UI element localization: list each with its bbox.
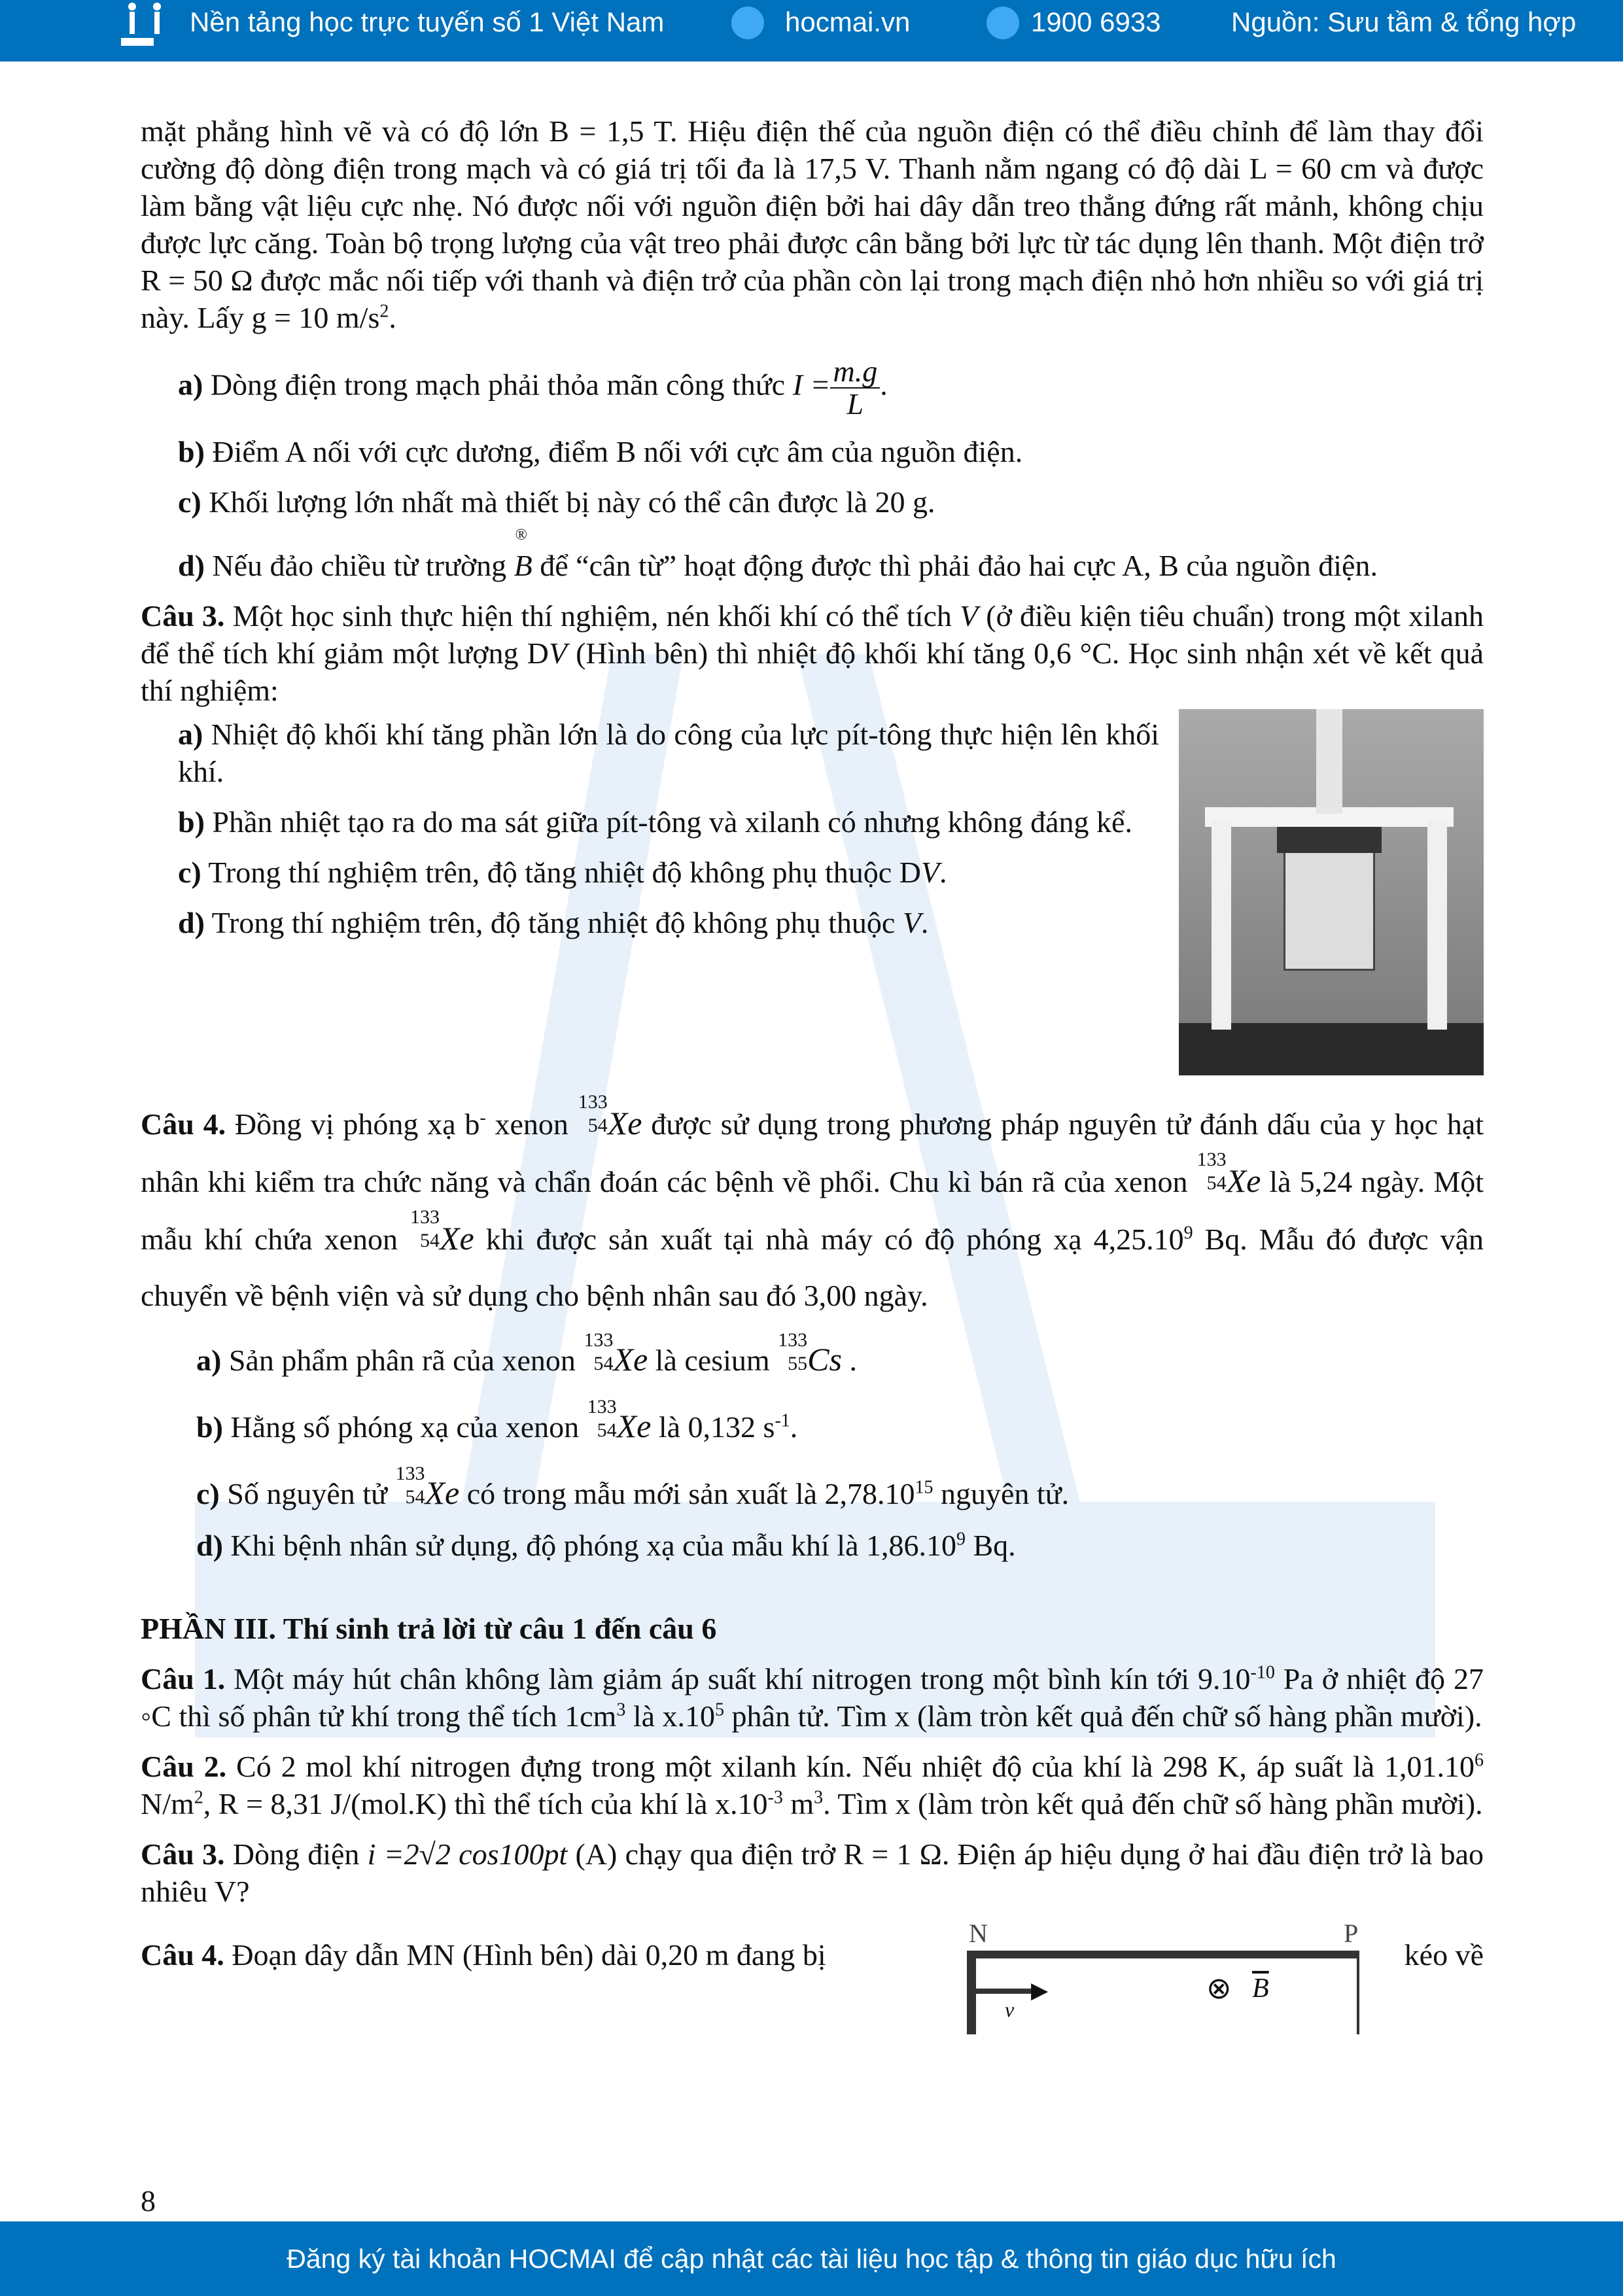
header-source: Nguồn: Sưu tầm & tổng hợp bbox=[1231, 7, 1577, 37]
q3-stem: Câu 3. Một học sinh thực hiện thí nghiệm, nén khối khí có thể tích V (ở điều kiện tiêu chuẩn) trong một xilanh để thể tích khí giảm một lượng DV (Hình bên) thì nhiệt độ khối khí tăng 0,6 °C. Học sinh nhận xét về kết quả thí nghiệm: bbox=[141, 599, 1484, 707]
header-website[interactable]: hocmai.vn bbox=[785, 7, 911, 37]
isotope-xe: 133 54 bbox=[1196, 1149, 1227, 1194]
q4-option-a: a) Sản phẩm phân rã của xenon 133 54 Xe là cesium 133 55 Cs . bbox=[196, 1329, 857, 1378]
velocity-arrow bbox=[976, 1989, 1032, 1994]
footer-bar[interactable]: Đăng ký tài khoản HOCMAI để cập nhật các tài liệu học tập & thông tin giáo dục hữu ích bbox=[0, 2221, 1623, 2296]
formula-fraction: $\frac{m.g}{L}$ bbox=[830, 356, 880, 420]
q3-option-a: a) Nhiệt độ khối khí tăng phần lớn là do công của lực pít-tông thực hiện lên khối khí. bbox=[178, 718, 1159, 788]
p3-q4-cont: kéo về bbox=[1404, 1938, 1484, 1972]
q2-option-b: b) Điểm A nối với cực dương, điểm B nối với cực âm của nguồn điện. bbox=[178, 435, 1023, 468]
hocmai-logo[interactable] bbox=[118, 1, 177, 47]
header-bar bbox=[0, 0, 1623, 61]
q3-option-c: c) Trong thí nghiệm trên, độ tăng nhiệt độ không phụ thuộc DV. bbox=[178, 856, 947, 889]
p3-q1: Câu 1. Một máy hút chân không làm giảm áp suất khí nitrogen trong một bình kín tới $9.10^{-10}$ Pa ở nhiệt độ 27 ◦C thì số phân tử khí trong thể tích $1cm^3$ là $x.10^5$ phân tử. Tìm x (làm tròn kết quả đến chữ số hàng phần mười). bbox=[141, 1662, 1484, 1733]
q4-option-c: c) Số nguyên tử 133 54 Xe có trong mẫu mới sản xuất là 2,78.10$^{15}$ nguyên tử. bbox=[196, 1463, 1070, 1511]
part3-title: PHẦN III. Thí sinh trả lời từ câu 1 đến câu 6 bbox=[141, 1612, 717, 1645]
q3-option-b: b) Phần nhiệt tạo ra do ma sát giữa pít-tông và xilanh có nhưng không đáng kể. bbox=[178, 805, 1132, 839]
q2-option-c: c) Khối lượng lớn nhất mà thiết bị này có thể cân được là 20 g. bbox=[178, 485, 935, 519]
q3-option-d: d) Trong thí nghiệm trên, độ tăng nhiệt độ không phụ thuộc V. bbox=[178, 906, 929, 939]
gas-syringe-photo bbox=[1179, 709, 1484, 1075]
header-phone[interactable]: 1900 6933 bbox=[1031, 7, 1161, 37]
intro-paragraph: mặt phẳng hình vẽ và có độ lớn B = 1,5 T. Hiệu điện thế của nguồn điện có thể điều chỉnh để làm thay đổi cường độ dòng điện trong mạch và có giá trị tối đa là 17,5 V. Thanh nằm ngang có độ dài L = 60 cm và được làm bằng vật liệu cực nhẹ. Nó được nối với nguồn điện bởi hai dây dẫn treo thẳng đứng rất mảnh, không chịu được lực căng. Toàn bộ trọng lượng của vật treo phải được cân bằng bởi lực từ tác dụng lên thanh. Một điện trở R = 50 Ω được mắc nối tiếp với thanh và điện trở của phần còn lại trong mạch điện nhỏ hơn nhiều so với giá trị này. Lấy g = 10 $m/s^2$. bbox=[141, 114, 1484, 334]
page-content bbox=[141, 113, 1484, 2034]
page-number: 8 bbox=[141, 2184, 156, 2218]
q4-stem: Câu 4. Đồng vị phóng xạ b- xenon 133 54 Xe được sử dụng trong phương pháp nguyên tử đánh dấu của y học hạt nhân khi kiểm tra chức năng và chẩn đoán các bệnh về phổi. Chu kì bán rã của xenon 133 54 Xe là 5,24 ngày. Một mẫu khí chứa xenon 133 54 Xe khi được sản xuất tại nhà máy có độ phóng xạ 4,25.10$^9$ Bq. Mẫu đó được vận chuyển về bệnh viện và sử dụng cho bệnh nhân sau đó 3,00 ngày. bbox=[141, 1091, 1484, 1312]
phone-icon bbox=[986, 7, 1019, 39]
q4-option-d: d) Khi bệnh nhân sử dụng, độ phóng xạ của mẫu khí là 1,86.10$^9$ Bq. bbox=[196, 1529, 1016, 1562]
mn-circuit-figure: N P ▶ ⊗ $\overline{B}$ v bbox=[967, 1923, 1366, 2034]
arrow-head: ▶ bbox=[1031, 1979, 1049, 2003]
isotope-xe: 133 54 bbox=[410, 1206, 440, 1251]
q2-option-d: d) Nếu đảo chiều từ trường ® B để “cân từ” hoạt động được thì phải đảo hai cực A, B của nguồn điện. bbox=[178, 527, 1378, 582]
globe-icon bbox=[731, 7, 764, 39]
field-label: $\overline{B}$ bbox=[1252, 1974, 1269, 2004]
p3-q4: Câu 4. Đoạn dây dẫn MN (Hình bên) dài 0,20 m đang bị bbox=[141, 1938, 826, 1972]
isotope-xe: 133 54 bbox=[578, 1091, 608, 1136]
into-page-symbol: ⊗ bbox=[1206, 1972, 1232, 2005]
q4-option-b: b) Hằng số phóng xạ của xenon 133 54 Xe là 0,132 $s^{-1}$. bbox=[196, 1396, 798, 1444]
q2-option-a: a) Dòng điện trong mạch phải thỏa mãn công thức I = $\frac{m.g}{L}$. bbox=[178, 355, 888, 421]
velocity-label: v bbox=[1005, 1998, 1015, 2021]
p3-q2: Câu 2. Có 2 mol khí nitrogen đựng trong một xilanh kín. Nếu nhiệt độ của khí là 298 K, áp suất là 1,01.10$^6$ $N/m^2$, R = 8,31 J/(mol.K) thì thể tích của khí là $x.10^{-3}$ $m^3$. Tìm x (làm tròn kết quả đến chữ số hàng phần mười). bbox=[141, 1750, 1484, 1820]
header-tagline: Nền tảng học trực tuyến số 1 Việt Nam bbox=[190, 7, 665, 37]
p3-q3: Câu 3. Dòng điện i =2√2 cos100pt (A) chạy qua điện trở R = 1 Ω. Điện áp hiệu dụng ở hai đầu điện trở là bao nhiêu V? bbox=[141, 1837, 1484, 1908]
